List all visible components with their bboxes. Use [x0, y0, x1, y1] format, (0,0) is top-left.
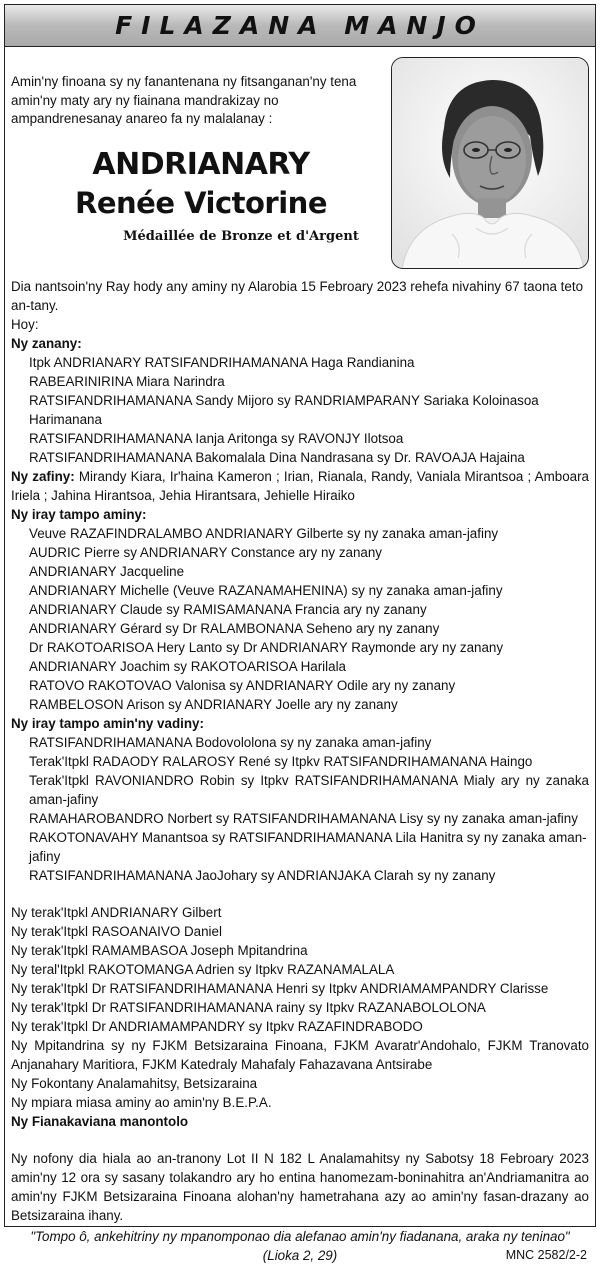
grandchildren-paragraph	[11, 467, 589, 505]
list-item: RAMAHAROBANDRO Norbert sy RATSIFANDRIHAMANANA Lisy sy ny zanaka aman-jafiny	[29, 811, 578, 826]
deceased-name-block	[11, 147, 391, 244]
header-title: FILAZANA MANJO	[115, 11, 485, 40]
list-item: AUDRIC Pierre sy ANDRIANARY Constance ary ny zanany	[29, 545, 383, 560]
list-item: Itpk ANDRIANARY RATSIFANDRIHAMANANA Haga Randianina	[29, 355, 415, 370]
list-item: Ny terak'Itpkl Dr RATSIFANDRIHAMANANA Henri sy Itpkv ANDRIAMAMPANDRY Clarisse	[11, 981, 549, 996]
list-item: Ny terak'Itpkl RAMAMBASOA Joseph Mpitandrina	[11, 943, 308, 958]
list-item: ANDRIANARY Claude sy RAMISAMANANA Francia ary ny zanany	[29, 602, 427, 617]
deceased-firstnames: Renée Victorine	[75, 186, 327, 220]
list-item: RAMBELOSON Arison sy ANDRIANARY Joelle ary ny zanany	[29, 697, 398, 712]
header-banner	[5, 5, 595, 47]
list-item: Ny Mpitandrina sy ny FJKM Betsizaraina Finoana, FJKM Avaratr'Andohalo, FJKM Tranovato Anjanahary Maritiora, FJKM Katedraly Mahafaly Fahazavana Antsirabe	[11, 1038, 589, 1072]
list-item: ANDRIANARY Michelle (Veuve RAZANAMAHENINA) sy ny zanaka aman-jafiny	[29, 583, 503, 598]
grandchildren-heading: Ny zafiny:	[11, 469, 75, 484]
notice-body	[11, 277, 589, 1265]
list-item: ANDRIANARY Jacqueline	[29, 564, 185, 579]
intro-text: Amin'ny finoana sy ny fanantenana ny fitsanganan'ny tena amin'ny maty ary ny fiainana mandrakizay no ampandrenesanay anareo fa ny malalanay :	[11, 74, 357, 126]
list-item: ANDRIANARY Joachim sy RAKOTOARISOA Harilala	[29, 659, 347, 674]
relatives-list	[11, 903, 589, 1112]
list-item: Ny teral'Itpkl RAKOTOMANGA Adrien sy Itpkv RAZANAMALALA	[11, 962, 395, 977]
bible-verse: "Tompo ô, ankehitriny ny mpanomponao dia alefanao amin'ny fiadanana, araka ny teninao"	[30, 1229, 570, 1244]
list-item: RATSIFANDRIHAMANANA Sandy Mijoro sy RANDRIAMPARANY Sariaka Koloinasoa Harimanana	[29, 393, 539, 427]
siblings-heading: Ny iray tampo aminy:	[11, 507, 147, 522]
deceased-surname: ANDRIANARY	[92, 147, 310, 182]
list-item: RATSIFANDRIHAMANANA JaoJohary sy ANDRIANJAKA Clarah sy ny zanany	[29, 868, 496, 883]
list-item: Terak'Itpkl RAVONIANDRO Robin sy Itpkv RATSIFANDRIHAMANANA Mialy ary ny zanaka aman-jafiny	[29, 773, 589, 807]
list-item: Ny terak'Itpkl Dr ANDRIAMAMPANDRY sy Itpkv RAZAFINDRABODO	[11, 1019, 423, 1034]
verse-reference-line	[11, 1246, 589, 1265]
list-item: Ny Fokontany Analamahitsy, Betsizaraina	[11, 1076, 258, 1091]
portrait-photo	[391, 57, 589, 269]
portrait-illustration	[392, 58, 589, 269]
list-item: ANDRIANARY Gérard sy Dr RALAMBONANA Seheno ary ny zanany	[29, 621, 440, 636]
list-item: RATSIFANDRIHAMANANA Bodovololona sy ny zanaka aman-jafiny	[29, 735, 432, 750]
list-item: RATSIFANDRIHAMANANA Bakomalala Dina Nandrasana sy Dr. RAVOAJA Hajaina	[29, 450, 525, 465]
announcement: Dia nantsoin'ny Ray hody any aminy ny Alarobia 15 Febroary 2023 rehefa nivahiny 67 taona teto an-tany.	[11, 279, 584, 313]
list-item: RAKOTONAVAHY Manantsoa sy RATSIFANDRIHAMANANA Lila Hanitra sy ny zanaka aman-jafiny	[29, 830, 587, 864]
list-item: Ny terak'Itpkl ANDRIANARY Gilbert	[11, 905, 222, 920]
list-item: RABEARINIRINA Miara Narindra	[29, 374, 225, 389]
list-item: RATOVO RAKOTOVAO Valonisa sy ANDRIANARY Odile ary ny zanany	[29, 678, 456, 693]
list-item: Veuve RAZAFINDRALAMBO ANDRIANARY Gilberte sy ny zanaka aman-jafiny	[29, 526, 499, 541]
verse-reference: (Lioka 2, 29)	[262, 1248, 338, 1263]
list-item: Dr RAKOTOARISOA Hery Lanto sy Dr ANDRIANARY Raymonde ary ny zanany	[29, 640, 504, 655]
spouse-siblings-heading: Ny iray tampo amin'ny vadiny:	[11, 716, 204, 731]
children-heading: Ny zanany:	[11, 336, 82, 351]
obituary-notice	[4, 4, 596, 1263]
list-item: Terak'Itpkl RADAODY RALAROSY René sy Itpkv RATSIFANDRIHAMANANA Haingo	[29, 754, 533, 769]
family-closing: Ny Fianakaviana manontolo	[11, 1114, 189, 1129]
list-item: Ny terak'Itpkl RASOANAIVO Daniel	[11, 924, 222, 939]
list-item: RATSIFANDRIHAMANANA Ianja Aritonga sy RAVONJY Ilotsoa	[29, 431, 404, 446]
hoy-label: Hoy:	[11, 317, 39, 332]
children-list	[11, 353, 589, 467]
list-item: Ny mpiara miasa aminy ao amin'ny B.E.P.A.	[11, 1095, 272, 1110]
funeral-notice: Ny nofony dia hiala ao an-tranony Lot II N 182 L Analamahitsy ny Sabotsy 18 Febroary 2023 amin'ny 12 ora sy sasany tolakandro ary ho entina hanomezam-boninahitra an'Andriamanitra ao amin'ny FJKM Betsizaraina Finoana alohan'ny hametrahana azy ao amin'ny fasan-drazany ao Betsizaraina ihany.	[11, 1151, 589, 1223]
list-item: Ny terak'Itpkl Dr RATSIFANDRIHAMANANA rainy sy Itpkv RAZANABOLOLONA	[11, 1000, 486, 1015]
deceased-distinction: Médaillée de Bronze et d'Argent	[123, 229, 359, 244]
ad-code: MNC 2582/2-2	[505, 1248, 587, 1262]
spouse-siblings-list	[11, 733, 589, 885]
grandchildren-text: Mirandy Kiara, Ir'haina Kameron ; Irian, Rianala, Randy, Vaniala Mirantsoa ; Amboara Iriela ; Jahina Hirantsoa, Jehia Hirantsara, Jehielle Hiraiko	[11, 469, 590, 503]
siblings-list	[11, 524, 589, 714]
